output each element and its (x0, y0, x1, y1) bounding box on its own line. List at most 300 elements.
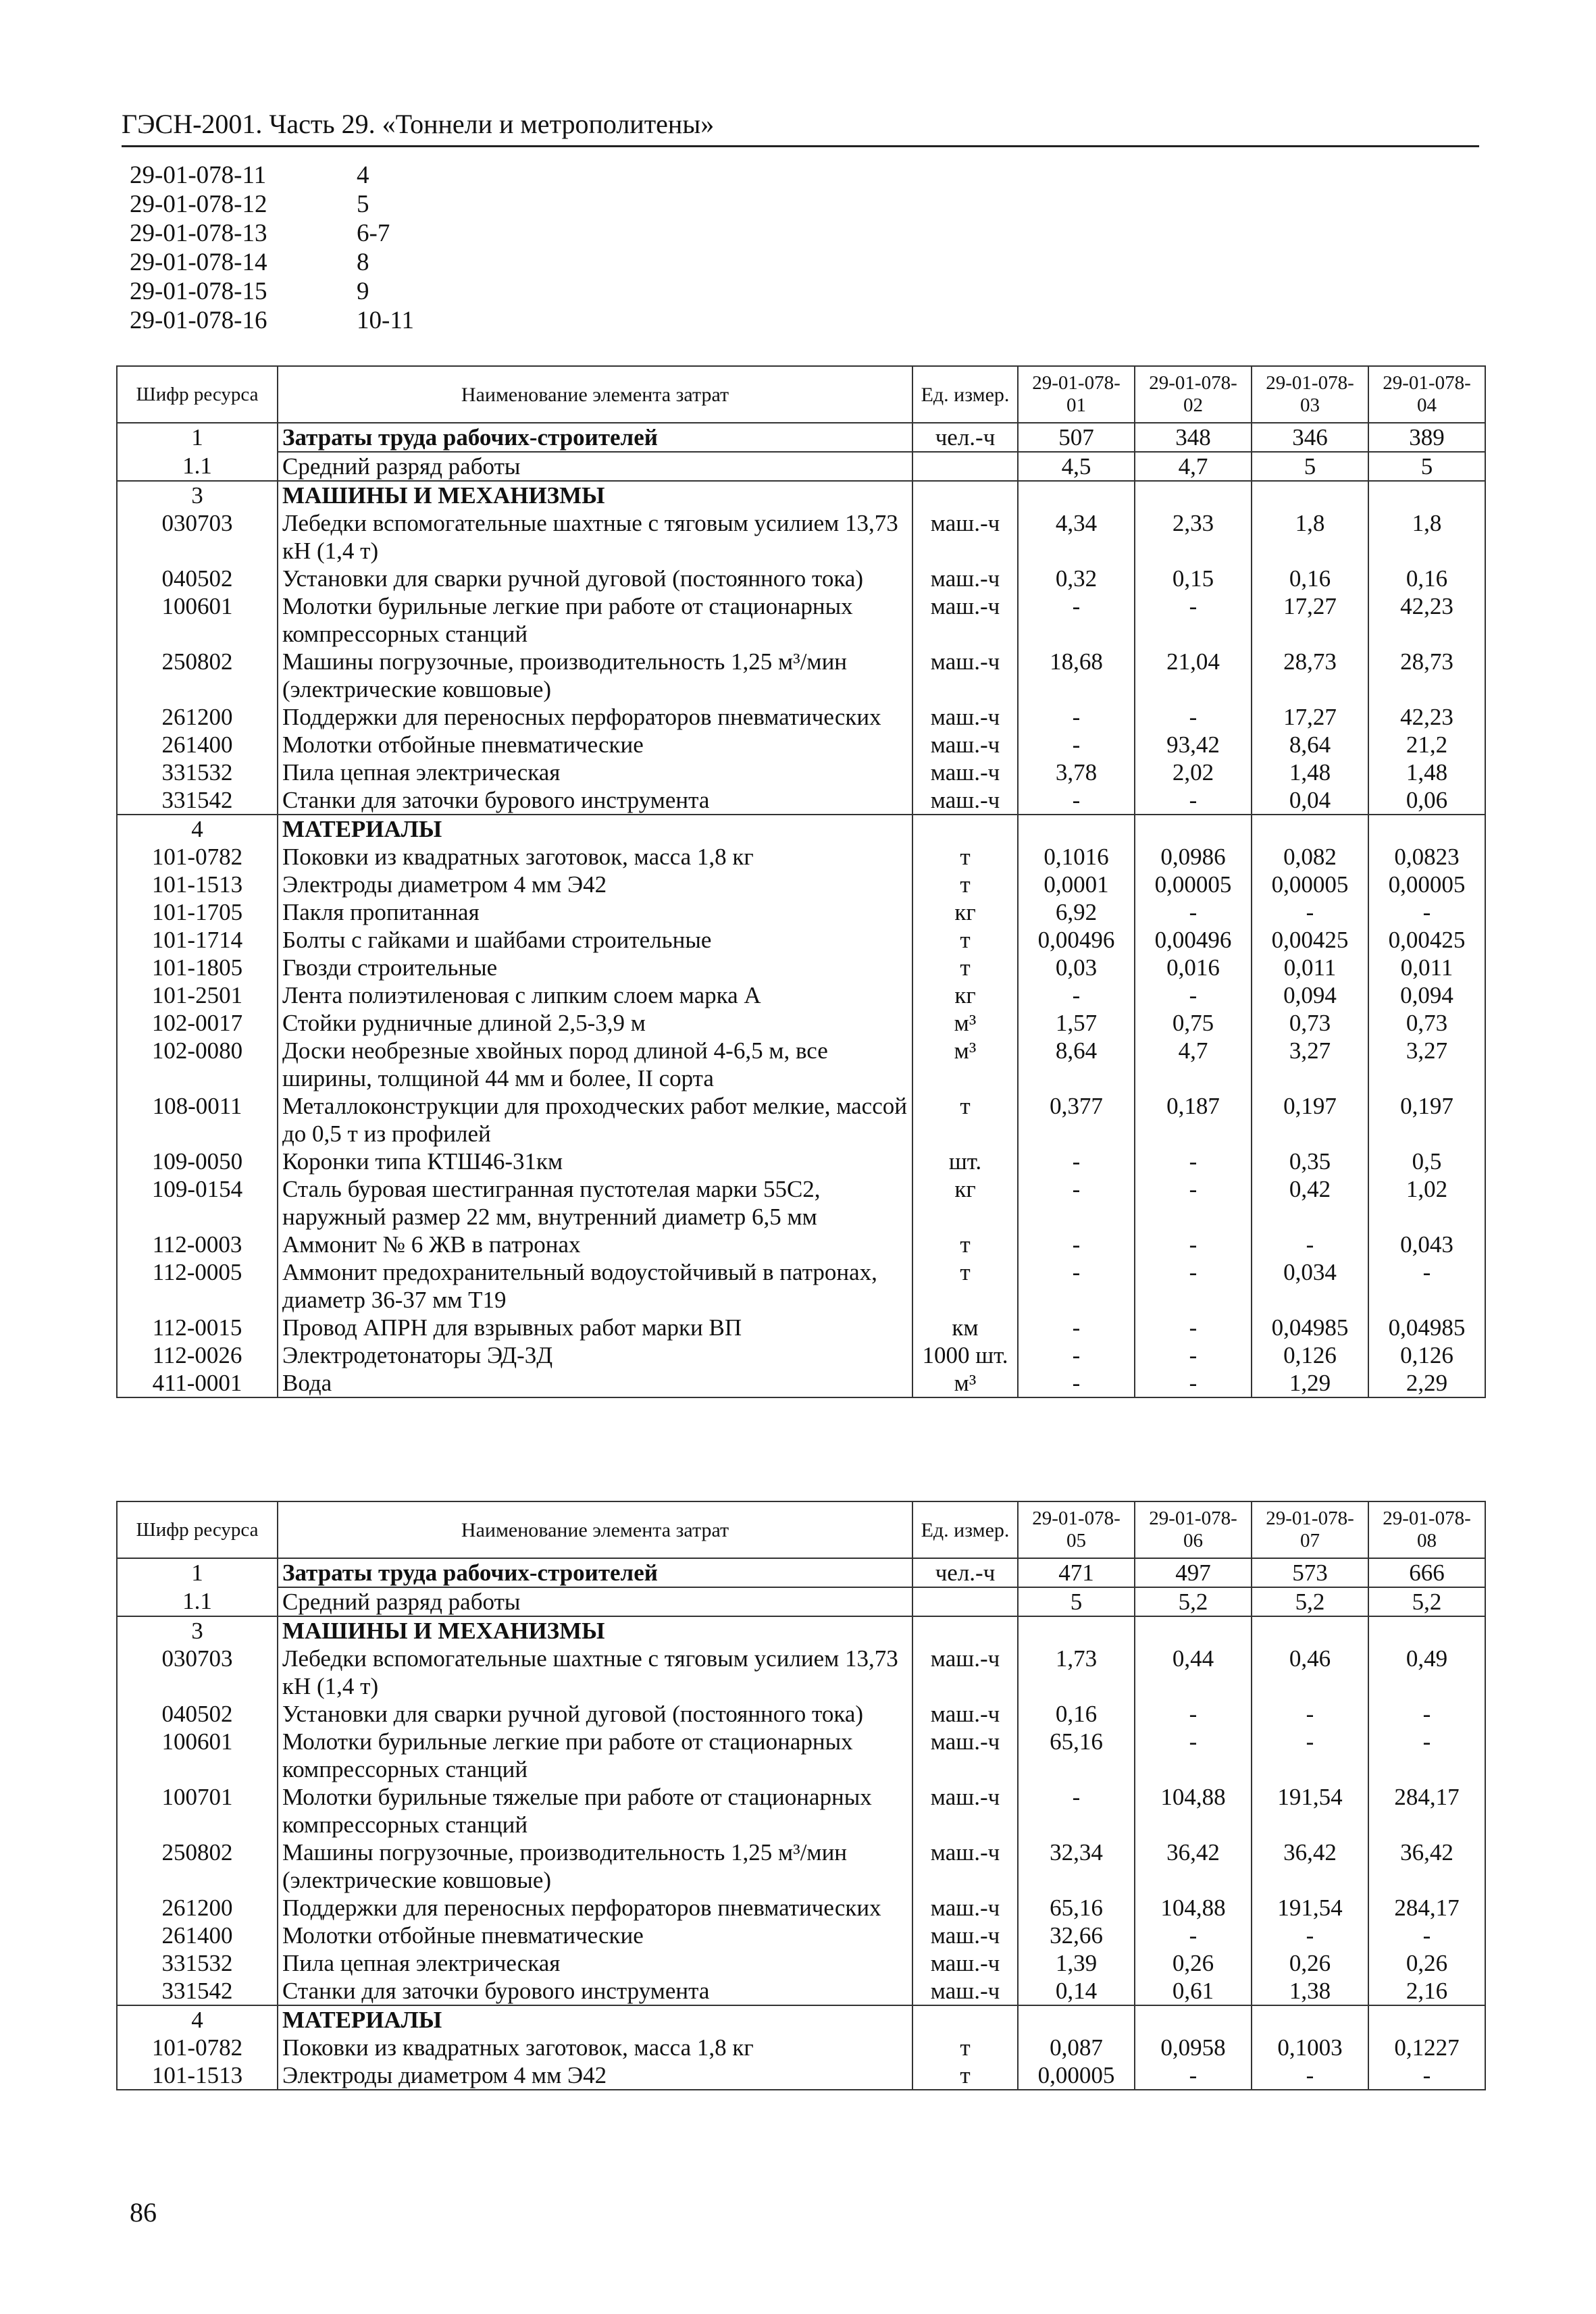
norm-value: 1,8 (1252, 509, 1368, 565)
cost-element-name: Установки для сварки ручной дуговой (постоянного тока) (278, 565, 912, 592)
unit-of-measure: м³ (912, 1369, 1018, 1397)
code-list-ref: 6-7 (357, 220, 390, 247)
norm-value: - (1252, 1728, 1368, 1783)
col-header-unit: Ед. измер. (912, 1501, 1018, 1558)
resource-code: 1.1 (117, 1587, 278, 1616)
norm-value: 0,16 (1368, 565, 1485, 592)
norm-value: 21,2 (1368, 731, 1485, 759)
norm-value: 0,094 (1368, 981, 1485, 1009)
cost-element-name: Пакля пропитанная (278, 898, 912, 926)
table-row (117, 1587, 1485, 1616)
cost-element-name: Стойки рудничные длиной 2,5-3,9 м (278, 1009, 912, 1037)
table-row (117, 2034, 1485, 2061)
norm-value: 2,33 (1135, 509, 1252, 565)
norm-value: 3,27 (1368, 1037, 1485, 1092)
code-list-ref: 4 (357, 161, 369, 189)
norm-value: - (1018, 1314, 1135, 1341)
norm-value: 36,42 (1135, 1839, 1252, 1894)
resource-code: 100601 (117, 592, 278, 648)
unit-of-measure: т (912, 871, 1018, 898)
norm-value: 1,48 (1252, 759, 1368, 786)
norm-value (1135, 1616, 1252, 1645)
norm-value (1018, 815, 1135, 843)
code-list-ref: 8 (357, 249, 369, 276)
resource-code: 261400 (117, 731, 278, 759)
norm-value: 0,187 (1135, 1092, 1252, 1148)
unit-of-measure: т (912, 1092, 1018, 1148)
table-row (117, 1175, 1485, 1231)
unit-of-measure: маш.-ч (912, 731, 1018, 759)
norm-value: 42,23 (1368, 703, 1485, 731)
resource-code: 101-1805 (117, 954, 278, 981)
resource-code: 1 (117, 1558, 278, 1587)
table-row (117, 1369, 1485, 1397)
table-row (117, 703, 1485, 731)
resource-code: 100701 (117, 1783, 278, 1839)
norm-value: - (1135, 786, 1252, 815)
norm-value: 4,7 (1135, 1037, 1252, 1092)
table-row (117, 1894, 1485, 1922)
norm-value: - (1368, 1700, 1485, 1728)
code-list-row (130, 161, 414, 190)
col-header-norm: 29-01-078-08 (1368, 1501, 1485, 1558)
norm-value: 389 (1368, 423, 1485, 452)
cost-element-name: Аммонит предохранительный водоустойчивый в патронах, диаметр 36-37 мм Т19 (278, 1258, 912, 1314)
unit-of-measure (912, 2005, 1018, 2034)
norm-value: 0,00005 (1368, 871, 1485, 898)
unit-of-measure: 1000 шт. (912, 1341, 1018, 1369)
cost-element-name: Средний разряд работы (278, 1587, 912, 1616)
table-row (117, 1700, 1485, 1728)
cost-element-name: Доски необрезные хвойных пород длиной 4-6,5 м, все ширины, толщиной 44 мм и более, II сорта (278, 1037, 912, 1092)
resource-code: 030703 (117, 509, 278, 565)
unit-of-measure: маш.-ч (912, 1949, 1018, 1977)
code-list-code: 29-01-078-14 (130, 249, 267, 276)
code-list-row (130, 277, 414, 306)
norm-value: 0,00425 (1252, 926, 1368, 954)
resource-code: 411-0001 (117, 1369, 278, 1397)
resource-code: 112-0026 (117, 1341, 278, 1369)
resource-code: 101-1513 (117, 2061, 278, 2090)
unit-of-measure: т (912, 1258, 1018, 1314)
norm-value: - (1018, 1148, 1135, 1175)
norm-value: - (1135, 1231, 1252, 1258)
norm-value: 284,17 (1368, 1783, 1485, 1839)
col-header-norm: 29-01-078-06 (1135, 1501, 1252, 1558)
table-row (117, 1922, 1485, 1949)
code-list-code: 29-01-078-16 (130, 307, 267, 334)
resource-code: 040502 (117, 565, 278, 592)
norm-value: 0,082 (1252, 843, 1368, 871)
cost-element-name: МАШИНЫ И МЕХАНИЗМЫ (278, 1616, 912, 1645)
norm-value: 0,26 (1135, 1949, 1252, 1977)
norm-value: - (1135, 2061, 1252, 2090)
norm-value: 5 (1252, 452, 1368, 481)
resource-code: 101-1705 (117, 898, 278, 926)
resource-code: 3 (117, 481, 278, 509)
code-list-ref: 10-11 (357, 307, 414, 334)
norm-value: 4,7 (1135, 452, 1252, 481)
norm-value (1252, 815, 1368, 843)
norm-value: - (1018, 703, 1135, 731)
code-list-code: 29-01-078-12 (130, 190, 267, 218)
norm-value: 36,42 (1252, 1839, 1368, 1894)
norm-value: 1,48 (1368, 759, 1485, 786)
norm-value: 1,38 (1252, 1977, 1368, 2005)
col-header-norm: 29-01-078-02 (1135, 366, 1252, 423)
cost-element-name: Поддержки для переносных перфораторов пневматических (278, 703, 912, 731)
norm-value: - (1135, 1175, 1252, 1231)
col-header-norm: 29-01-078-03 (1252, 366, 1368, 423)
norm-value: 0,094 (1252, 981, 1368, 1009)
norm-value: 1,8 (1368, 509, 1485, 565)
norm-value (1018, 1616, 1135, 1645)
table-row (117, 1231, 1485, 1258)
table-row (117, 2005, 1485, 2034)
resource-code: 109-0154 (117, 1175, 278, 1231)
unit-of-measure (912, 481, 1018, 509)
col-header-norm: 29-01-078-07 (1252, 1501, 1368, 1558)
norm-value: 573 (1252, 1558, 1368, 1587)
col-header-code: Шифр ресурса (117, 366, 278, 423)
cost-element-name: Затраты труда рабочих-строителей (278, 423, 912, 452)
unit-of-measure: т (912, 843, 1018, 871)
table-row (117, 1616, 1485, 1645)
norm-value: 2,16 (1368, 1977, 1485, 2005)
norm-value: 0,00005 (1252, 871, 1368, 898)
unit-of-measure: маш.-ч (912, 565, 1018, 592)
norm-value: 0,26 (1368, 1949, 1485, 1977)
norm-value: - (1018, 1783, 1135, 1839)
norm-value: 0,04 (1252, 786, 1368, 815)
resource-table-2 (116, 1501, 1486, 2090)
resource-code: 101-1714 (117, 926, 278, 954)
cost-element-name: Машины погрузочные, производительность 1,25 м³/мин (электрические ковшовые) (278, 648, 912, 703)
resource-code: 4 (117, 815, 278, 843)
norm-value: 346 (1252, 423, 1368, 452)
norm-value: 3,27 (1252, 1037, 1368, 1092)
unit-of-measure: маш.-ч (912, 759, 1018, 786)
norm-value (1135, 815, 1252, 843)
norm-value: - (1252, 1700, 1368, 1728)
cost-element-name: Молотки бурильные легкие при работе от стационарных компрессорных станций (278, 592, 912, 648)
unit-of-measure: т (912, 954, 1018, 981)
norm-value: 0,043 (1368, 1231, 1485, 1258)
unit-of-measure: маш.-ч (912, 1922, 1018, 1949)
norm-value: 471 (1018, 1558, 1135, 1587)
norm-value: 1,57 (1018, 1009, 1135, 1037)
unit-of-measure: маш.-ч (912, 648, 1018, 703)
table-row (117, 1728, 1485, 1783)
table-row (117, 1148, 1485, 1175)
norm-value: 6,92 (1018, 898, 1135, 926)
norm-value: 0,016 (1135, 954, 1252, 981)
norm-value: - (1135, 703, 1252, 731)
unit-of-measure: т (912, 2061, 1018, 2090)
norm-value: 8,64 (1252, 731, 1368, 759)
page-number: 86 (130, 2197, 157, 2228)
code-list-ref: 5 (357, 190, 369, 218)
norm-value: 191,54 (1252, 1894, 1368, 1922)
code-list-row (130, 248, 414, 277)
table-row (117, 981, 1485, 1009)
resource-code: 331532 (117, 1949, 278, 1977)
unit-of-measure: т (912, 926, 1018, 954)
table-row (117, 509, 1485, 565)
norm-value (1252, 481, 1368, 509)
norm-value: 0,1016 (1018, 843, 1135, 871)
norm-value: 21,04 (1135, 648, 1252, 703)
resource-code: 261200 (117, 703, 278, 731)
norm-value: - (1018, 1175, 1135, 1231)
table-row (117, 926, 1485, 954)
cost-element-name: Лента полиэтиленовая с липким слоем марка А (278, 981, 912, 1009)
table-row (117, 648, 1485, 703)
table-row (117, 481, 1485, 509)
resource-code: 250802 (117, 1839, 278, 1894)
table-row (117, 1314, 1485, 1341)
resource-code: 261200 (117, 1894, 278, 1922)
code-list-ref: 9 (357, 278, 369, 305)
unit-of-measure (912, 1587, 1018, 1616)
norm-value: 17,27 (1252, 703, 1368, 731)
cost-element-name: Болты с гайками и шайбами строительные (278, 926, 912, 954)
resource-code: 250802 (117, 648, 278, 703)
table-row (117, 898, 1485, 926)
norm-value: - (1135, 1148, 1252, 1175)
norm-value: 0,16 (1252, 565, 1368, 592)
unit-of-measure: кг (912, 981, 1018, 1009)
norm-value: 0,0958 (1135, 2034, 1252, 2061)
cost-element-name: Установки для сварки ручной дуговой (постоянного тока) (278, 1700, 912, 1728)
table-row (117, 759, 1485, 786)
norm-value: 0,197 (1252, 1092, 1368, 1148)
norm-value: 5,2 (1252, 1587, 1368, 1616)
norm-value: - (1135, 1341, 1252, 1369)
table-row (117, 871, 1485, 898)
col-header-unit: Ед. измер. (912, 366, 1018, 423)
table-row (117, 592, 1485, 648)
unit-of-measure: чел.-ч (912, 423, 1018, 452)
code-list-code: 29-01-078-15 (130, 278, 267, 305)
cost-element-name: Гвозди строительные (278, 954, 912, 981)
norm-value: 0,26 (1252, 1949, 1368, 1977)
resource-code: 1.1 (117, 452, 278, 481)
norm-value: - (1368, 1922, 1485, 1949)
norm-value: 0,1227 (1368, 2034, 1485, 2061)
resource-code: 040502 (117, 1700, 278, 1728)
cost-element-name: МАШИНЫ И МЕХАНИЗМЫ (278, 481, 912, 509)
norm-value: - (1135, 898, 1252, 926)
norm-value: 0,04985 (1252, 1314, 1368, 1341)
table-row (117, 731, 1485, 759)
norm-value: 4,5 (1018, 452, 1135, 481)
norm-value: - (1252, 898, 1368, 926)
norm-value: 0,00005 (1018, 2061, 1135, 2090)
unit-of-measure: км (912, 1314, 1018, 1341)
cost-element-name: Лебедки вспомогательные шахтные с тяговым усилием 13,73 кН (1,4 т) (278, 1645, 912, 1700)
unit-of-measure: шт. (912, 1148, 1018, 1175)
norm-value (1252, 2005, 1368, 2034)
resource-code: 1 (117, 423, 278, 452)
norm-value: 0,087 (1018, 2034, 1135, 2061)
table-row (117, 843, 1485, 871)
cost-element-name: Лебедки вспомогательные шахтные с тяговым усилием 13,73 кН (1,4 т) (278, 509, 912, 565)
norm-value: - (1018, 786, 1135, 815)
cost-element-name: Провод АПРН для взрывных работ марки ВП (278, 1314, 912, 1341)
col-header-name: Наименование элемента затрат (278, 1501, 912, 1558)
norm-value: 0,75 (1135, 1009, 1252, 1037)
norm-value: 18,68 (1018, 648, 1135, 703)
norm-value: 0,126 (1368, 1341, 1485, 1369)
norm-value: - (1135, 1314, 1252, 1341)
resource-code: 101-0782 (117, 843, 278, 871)
norm-value: 17,27 (1252, 592, 1368, 648)
norm-value: 0,00005 (1135, 871, 1252, 898)
norm-value: 0,0823 (1368, 843, 1485, 871)
norm-value (1135, 2005, 1252, 2034)
cost-element-name: Станки для заточки бурового инструмента (278, 1977, 912, 2005)
code-list (130, 161, 414, 335)
norm-value: 0,377 (1018, 1092, 1135, 1148)
table-row (117, 423, 1485, 452)
norm-value: 0,00425 (1368, 926, 1485, 954)
resource-table-1 (116, 365, 1486, 1398)
norm-value: 65,16 (1018, 1894, 1135, 1922)
norm-value: - (1135, 1728, 1252, 1783)
col-header-name: Наименование элемента затрат (278, 366, 912, 423)
cost-element-name: Металлоконструкции для проходческих работ мелкие, массой до 0,5 т из профилей (278, 1092, 912, 1148)
norm-value: 28,73 (1252, 648, 1368, 703)
table-row (117, 1645, 1485, 1700)
unit-of-measure: маш.-ч (912, 509, 1018, 565)
norm-value: 666 (1368, 1558, 1485, 1587)
cost-element-name: Аммонит № 6 ЖВ в патронах (278, 1231, 912, 1258)
code-list-row (130, 306, 414, 335)
table-row (117, 786, 1485, 815)
resource-code: 109-0050 (117, 1148, 278, 1175)
resource-code: 112-0005 (117, 1258, 278, 1314)
code-list-code: 29-01-078-11 (130, 161, 267, 189)
cost-element-name: Молотки отбойные пневматические (278, 731, 912, 759)
cost-element-name: Электроды диаметром 4 мм Э42 (278, 871, 912, 898)
cost-element-name: Пила цепная электрическая (278, 759, 912, 786)
table-row (117, 815, 1485, 843)
cost-element-name: МАТЕРИАЛЫ (278, 815, 912, 843)
norm-value: 3,78 (1018, 759, 1135, 786)
page-header: ГЭСН-2001. Часть 29. «Тоннели и метрополитены» (122, 108, 1479, 147)
code-list-code: 29-01-078-13 (130, 220, 267, 247)
norm-value: 8,64 (1018, 1037, 1135, 1092)
norm-value: - (1135, 1700, 1252, 1728)
table-row (117, 1258, 1485, 1314)
norm-value: 0,1003 (1252, 2034, 1368, 2061)
col-header-norm: 29-01-078-04 (1368, 366, 1485, 423)
norm-value: 42,23 (1368, 592, 1485, 648)
norm-value (1018, 481, 1135, 509)
table-row (117, 452, 1485, 481)
norm-value: 1,29 (1252, 1369, 1368, 1397)
cost-element-name: Коронки типа КТШ46-31км (278, 1148, 912, 1175)
cost-element-name: Пила цепная электрическая (278, 1949, 912, 1977)
cost-element-name: Молотки бурильные легкие при работе от стационарных компрессорных станций (278, 1728, 912, 1783)
unit-of-measure: маш.-ч (912, 592, 1018, 648)
col-header-norm: 29-01-078-05 (1018, 1501, 1135, 1558)
table-row (117, 1977, 1485, 2005)
cost-element-name: Машины погрузочные, производительность 1,25 м³/мин (электрические ковшовые) (278, 1839, 912, 1894)
norm-value: - (1368, 1258, 1485, 1314)
norm-value: 0,011 (1252, 954, 1368, 981)
norm-value: - (1368, 1728, 1485, 1783)
unit-of-measure: т (912, 2034, 1018, 2061)
resource-code: 108-0011 (117, 1092, 278, 1148)
norm-value: 0,126 (1252, 1341, 1368, 1369)
norm-value: 191,54 (1252, 1783, 1368, 1839)
cost-element-name: МАТЕРИАЛЫ (278, 2005, 912, 2034)
norm-value: - (1135, 981, 1252, 1009)
norm-value: 0,00496 (1018, 926, 1135, 954)
norm-value: 348 (1135, 423, 1252, 452)
unit-of-measure (912, 815, 1018, 843)
col-header-code: Шифр ресурса (117, 1501, 278, 1558)
unit-of-measure: м³ (912, 1009, 1018, 1037)
resource-code: 4 (117, 2005, 278, 2034)
resource-code: 102-0080 (117, 1037, 278, 1092)
norm-value: - (1252, 1922, 1368, 1949)
unit-of-measure: маш.-ч (912, 786, 1018, 815)
norm-value: - (1368, 2061, 1485, 2090)
norm-value: - (1018, 731, 1135, 759)
norm-value: 104,88 (1135, 1894, 1252, 1922)
resource-code: 3 (117, 1616, 278, 1645)
unit-of-measure: м³ (912, 1037, 1018, 1092)
norm-value: 28,73 (1368, 648, 1485, 703)
norm-value: 0,16 (1018, 1700, 1135, 1728)
table-row (117, 2061, 1485, 2090)
norm-value: 0,44 (1135, 1645, 1252, 1700)
cost-element-name: Молотки бурильные тяжелые при работе от стационарных компрессорных станций (278, 1783, 912, 1839)
resource-code: 030703 (117, 1645, 278, 1700)
unit-of-measure: маш.-ч (912, 1700, 1018, 1728)
norm-value (1368, 481, 1485, 509)
norm-value (1018, 2005, 1135, 2034)
norm-value: 5,2 (1368, 1587, 1485, 1616)
norm-value: 65,16 (1018, 1728, 1135, 1783)
norm-value: 104,88 (1135, 1783, 1252, 1839)
norm-value: 0,46 (1252, 1645, 1368, 1700)
norm-value: 0,14 (1018, 1977, 1135, 2005)
norm-value: - (1135, 1922, 1252, 1949)
cost-element-name: Станки для заточки бурового инструмента (278, 786, 912, 815)
norm-value: 0,04985 (1368, 1314, 1485, 1341)
unit-of-measure: чел.-ч (912, 1558, 1018, 1587)
cost-element-name: Молотки отбойные пневматические (278, 1922, 912, 1949)
norm-value: 0,15 (1135, 565, 1252, 592)
unit-of-measure: т (912, 1231, 1018, 1258)
cost-element-name: Поковки из квадратных заготовок, масса 1,8 кг (278, 843, 912, 871)
norm-value: 0,00496 (1135, 926, 1252, 954)
unit-of-measure: маш.-ч (912, 1839, 1018, 1894)
cost-element-name: Затраты труда рабочих-строителей (278, 1558, 912, 1587)
table-row (117, 1558, 1485, 1587)
norm-value: - (1252, 2061, 1368, 2090)
unit-of-measure (912, 1616, 1018, 1645)
norm-value: 0,197 (1368, 1092, 1485, 1148)
norm-value: - (1135, 1369, 1252, 1397)
norm-value: 0,42 (1252, 1175, 1368, 1231)
norm-value: 0,034 (1252, 1258, 1368, 1314)
unit-of-measure: маш.-ч (912, 1783, 1018, 1839)
